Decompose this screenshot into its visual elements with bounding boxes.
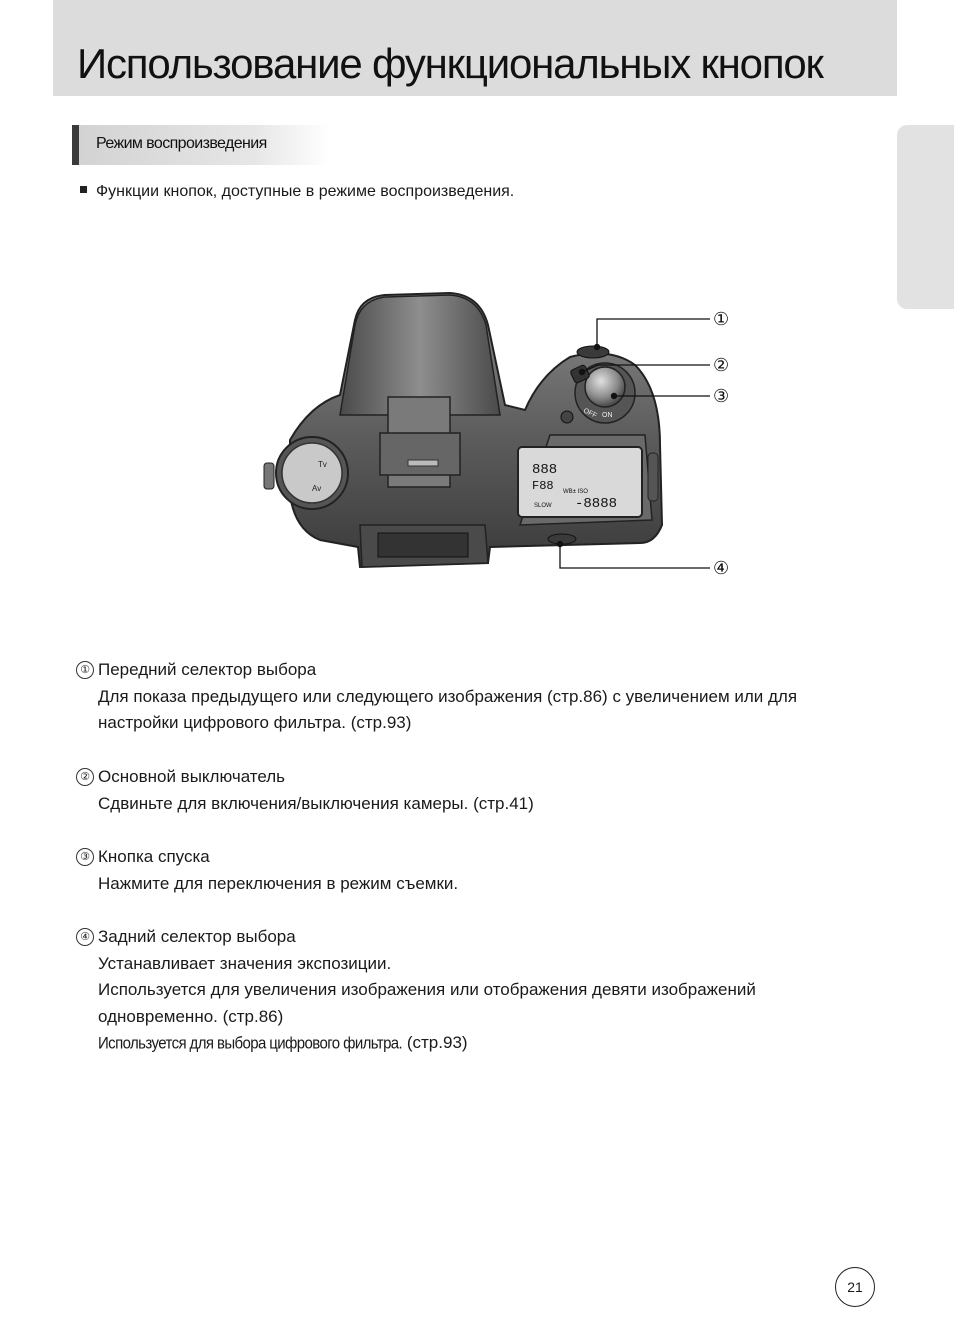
dial-av-label: Av <box>312 484 322 493</box>
item-text: одновременно. (стр.86) <box>98 1006 284 1026</box>
section-title: Режим воспроизведения <box>96 135 267 152</box>
lcd-wb-iso: WB± ISO <box>563 489 588 495</box>
item-shutter-button <box>76 844 458 897</box>
shutter-button <box>585 367 625 407</box>
item-power-switch <box>76 764 534 817</box>
item-title: Задний селектор выбора <box>98 927 296 946</box>
item-extra-text: Используется для выбора цифрового фильтра. <box>98 1034 403 1053</box>
item-title: Кнопка спуска <box>98 847 210 866</box>
switch-on-label: ON <box>602 412 613 419</box>
item-rear-dial <box>76 924 756 1058</box>
page-number: 21 <box>835 1267 875 1307</box>
dial-tv-label: Tv <box>318 460 327 469</box>
item-title: Основной выключатель <box>98 767 286 786</box>
intro-line <box>80 183 514 201</box>
callout-1: ① <box>713 309 730 330</box>
lcd-top: 888 <box>532 462 558 478</box>
title-bar <box>53 0 897 96</box>
item-number: ③ <box>76 848 94 866</box>
section-heading-bar <box>72 125 79 165</box>
bullet-square-icon <box>80 186 87 193</box>
item-number: ① <box>76 661 94 679</box>
section-heading <box>72 125 330 165</box>
camera-top-view <box>250 285 750 585</box>
intro-text: Функции кнопок, доступные в режиме воспроизведения. <box>96 183 515 200</box>
item-extra-ref: (стр.93) <box>406 1033 468 1052</box>
item-text: Нажмите для переключения в режим съемки. <box>98 873 459 893</box>
callout-4: ④ <box>713 558 730 579</box>
item-text: Для показа предыдущего или следующего изображения (стр.86) с увеличением или для <box>98 686 798 706</box>
item-text: настройки цифрового фильтра. (стр.93) <box>98 713 412 732</box>
item-extra-line <box>76 1030 756 1058</box>
lcd-slow: SLOW <box>534 503 552 509</box>
item-text: Сдвиньте для включения/выключения камеры. (стр.41) <box>98 793 534 813</box>
item-text: Устанавливает значения экспозиции. <box>98 953 392 973</box>
lcd-f: F88 <box>532 479 554 493</box>
switch-off-label: OFF <box>582 407 598 420</box>
item-number: ④ <box>76 928 94 946</box>
front-dial <box>577 346 609 358</box>
callout-3: ③ <box>713 386 730 407</box>
item-text: Используется для увеличения изображения или отображения девяти изображений <box>98 980 756 999</box>
page-title: Использование функциональных кнопок <box>77 40 823 87</box>
item-number: ② <box>76 768 94 786</box>
callout-2: ② <box>713 355 730 376</box>
item-title: Передний селектор выбора <box>98 660 317 679</box>
side-tab <box>897 125 954 309</box>
lcd-bottom: -8888 <box>575 496 618 512</box>
item-front-dial <box>76 657 797 737</box>
